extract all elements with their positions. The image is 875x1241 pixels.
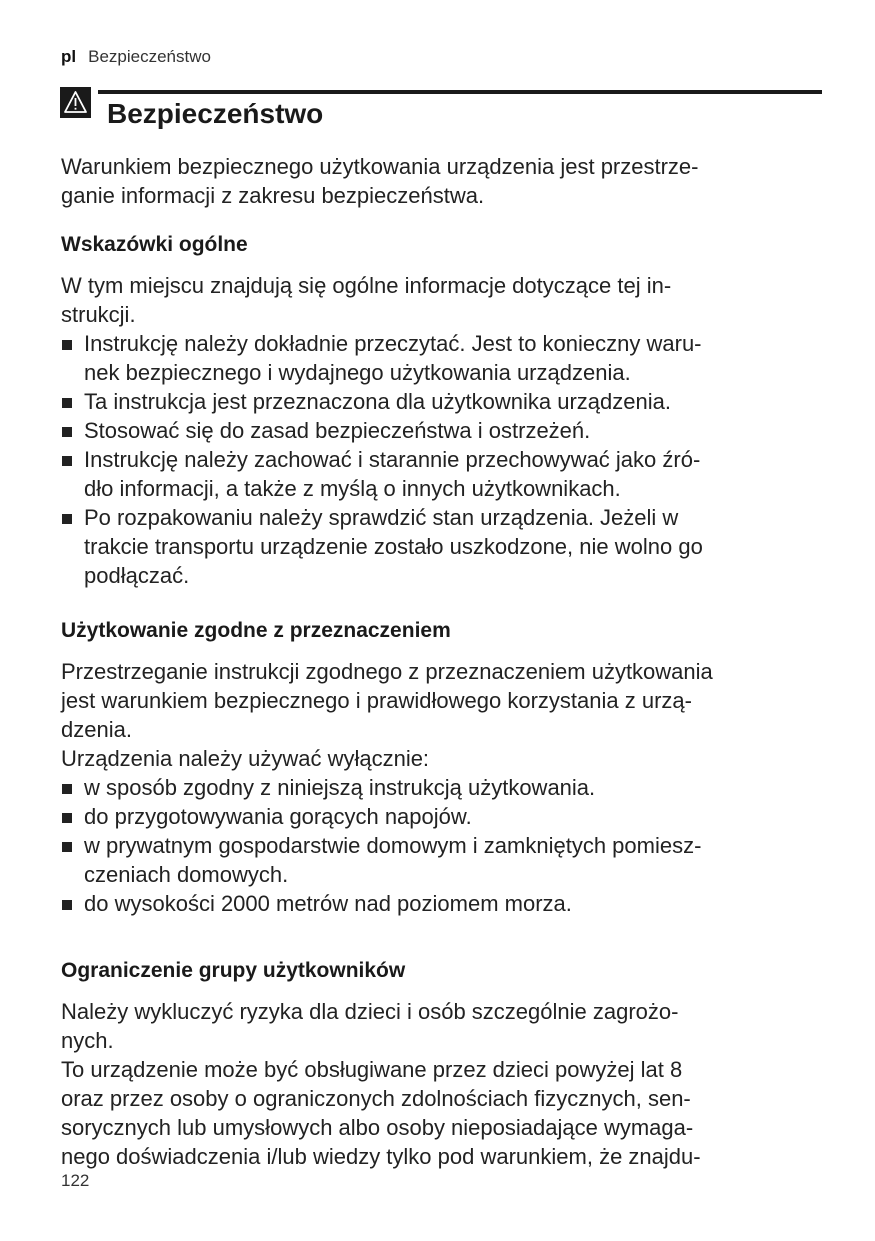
user-group-paragraph-2 — [61, 1055, 821, 1171]
text-line: w prywatnym gospodarstwie domowym i zamkniętych pomiesz- — [84, 833, 702, 858]
text-line: dło informacji, a także z myślą o innych użytkownikach. — [84, 476, 621, 501]
general-heading: Wskazówki ogólne — [61, 233, 248, 256]
text-line: Stosować się do zasad bezpieczeństwa i ostrzeżeń. — [84, 418, 591, 443]
text-line: dzenia. — [61, 717, 132, 742]
text-line: Przestrzeganie instrukcji zgodnego z przeznaczeniem użytkowania — [61, 659, 713, 684]
intended-use-paragraph — [61, 657, 821, 744]
text-line: do przygotowywania gorących napojów. — [84, 804, 472, 829]
list-item — [61, 889, 821, 918]
text-line: oraz przez osoby o ograniczonych zdolnościach fizycznych, sen- — [61, 1086, 691, 1111]
intended-use-lead: Urządzenia należy używać wyłącznie: — [61, 746, 430, 771]
page-number: 122 — [61, 1171, 90, 1190]
intended-use-list — [61, 773, 821, 918]
general-list — [61, 329, 821, 590]
text-line: ganie informacji z zakresu bezpieczeństwa. — [61, 183, 485, 208]
text-line: podłączać. — [84, 563, 190, 588]
text-line: Ta instrukcja jest przeznaczona dla użytkownika urządzenia. — [84, 389, 671, 414]
text-line: Należy wykluczyć ryzyka dla dzieci i osób szczególnie zagrożo- — [61, 999, 679, 1024]
text-line: nego doświadczenia i/lub wiedzy tylko pod warunkiem, że znajdu- — [61, 1144, 701, 1169]
text-line: nek bezpiecznego i wydajnego użytkowania urządzenia. — [84, 360, 631, 385]
list-item — [61, 329, 821, 387]
header-rule — [98, 90, 822, 94]
user-group-paragraph-1 — [61, 997, 821, 1055]
text-line: strukcji. — [61, 302, 136, 327]
list-item — [61, 802, 821, 831]
user-group-heading: Ograniczenie grupy użytkowników — [61, 959, 406, 982]
text-line: nych. — [61, 1028, 114, 1053]
intended-use-heading: Użytkowanie zgodne z przeznaczeniem — [61, 619, 451, 642]
running-head — [61, 47, 211, 67]
intro-paragraph — [61, 152, 821, 210]
text-line: sorycznych lub umysłowych albo osoby nieposiadające wymaga- — [61, 1115, 694, 1140]
running-head-section: Bezpieczeństwo — [88, 47, 211, 66]
text-line: Warunkiem bezpiecznego użytkowania urządzenia jest przestrze- — [61, 154, 699, 179]
text-line: Instrukcję należy dokładnie przeczytać. Jest to konieczny waru- — [84, 331, 702, 356]
text-line: W tym miejscu znajdują się ogólne informacje dotyczące tej in- — [61, 273, 672, 298]
text-line: Instrukcję należy zachować i starannie przechowywać jako źró- — [84, 447, 701, 472]
text-line: w sposób zgodny z niniejszą instrukcją użytkowania. — [84, 775, 596, 800]
general-intro — [61, 271, 821, 329]
page-title: Bezpieczeństwo — [107, 98, 324, 129]
text-line: do wysokości 2000 metrów nad poziomem morza. — [84, 891, 572, 916]
list-item — [61, 503, 821, 590]
text-line: Po rozpakowaniu należy sprawdzić stan urządzenia. Jeżeli w — [84, 505, 679, 530]
text-line: czeniach domowych. — [84, 862, 289, 887]
text-line: trakcie transportu urządzenie zostało uszkodzone, nie wolno go — [84, 534, 703, 559]
text-line: jest warunkiem bezpiecznego i prawidłowego korzystania z urzą- — [61, 688, 692, 713]
language-code: pl — [61, 47, 77, 66]
list-item — [61, 387, 821, 416]
list-item — [61, 445, 821, 503]
list-item — [61, 831, 821, 889]
list-item — [61, 773, 821, 802]
text-line: To urządzenie może być obsługiwane przez dzieci powyżej lat 8 — [61, 1057, 683, 1082]
content — [61, 152, 821, 1171]
warning-icon — [60, 87, 91, 118]
list-item — [61, 416, 821, 445]
